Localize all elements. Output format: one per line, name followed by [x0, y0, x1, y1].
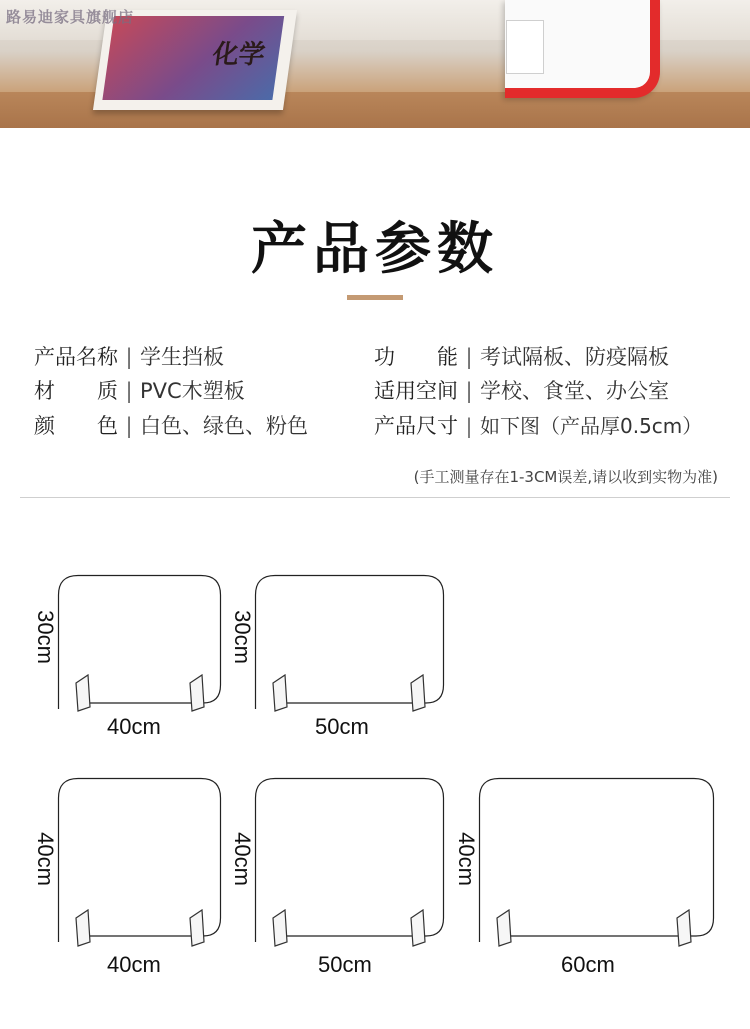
- size-1-height: 30cm: [32, 610, 58, 664]
- size-4-width: 50cm: [318, 952, 372, 977]
- size-3-height: 40cm: [32, 832, 58, 886]
- spec-value: PVC木塑板: [140, 379, 245, 403]
- section-title: 产品参数: [251, 217, 499, 282]
- book-cover: [102, 16, 284, 100]
- spec-label: 材 质: [34, 379, 118, 403]
- book-title: 化学: [210, 40, 267, 70]
- divider-outline: [58, 575, 222, 715]
- spec-label: 功 能: [374, 345, 458, 369]
- spec-separator: |: [125, 345, 133, 369]
- spec-value: 学校、食堂、办公室: [480, 379, 669, 403]
- spec-product-name: [34, 341, 224, 371]
- size-diagram-2: [255, 575, 445, 715]
- spec-label: 产品名称: [34, 345, 118, 369]
- size-4-height: 40cm: [229, 832, 255, 886]
- spec-value: 学生挡板: [140, 345, 224, 369]
- divider-outline: [58, 778, 222, 950]
- size-diagram-3: [58, 778, 222, 950]
- size-2-height: 30cm: [229, 610, 255, 664]
- size-2-width: 50cm: [315, 714, 369, 739]
- spec-separator: |: [465, 345, 473, 369]
- size-5-width: 60cm: [561, 952, 615, 977]
- title-underline: [347, 295, 403, 300]
- spec-separator: |: [465, 379, 473, 403]
- divider-outline: [479, 778, 715, 950]
- measurement-note: (手工测量存在1-3CM误差,请以收到实物为准): [413, 468, 718, 486]
- size-diagram-4: [255, 778, 445, 950]
- spec-value: 考试隔板、防疫隔板: [480, 345, 669, 369]
- spec-size: [374, 410, 702, 440]
- section-divider: [20, 497, 730, 498]
- spec-color: [34, 410, 308, 440]
- divider-outline: [255, 778, 445, 950]
- size-5-height: 40cm: [453, 832, 479, 886]
- spec-value: 如下图（产品厚0.5cm）: [480, 414, 703, 438]
- spec-function: [374, 341, 669, 371]
- spec-label: 颜 色: [34, 414, 118, 438]
- spec-separator: |: [125, 379, 133, 403]
- spec-value: 白色、绿色、粉色: [140, 414, 308, 438]
- size-1-width: 40cm: [107, 714, 161, 739]
- size-diagram-5: [479, 778, 715, 950]
- size-diagram-1: [58, 575, 222, 715]
- divider-foot: [506, 20, 544, 74]
- spec-separator: |: [125, 414, 133, 438]
- spec-space: [374, 375, 669, 405]
- divider-outline: [255, 575, 445, 715]
- spec-label: 产品尺寸: [374, 414, 458, 438]
- spec-material: [34, 375, 245, 405]
- store-watermark: 路易迪家具旗舰店: [6, 8, 135, 26]
- size-3-width: 40cm: [107, 952, 161, 977]
- spec-label: 适用空间: [374, 379, 458, 403]
- spec-separator: |: [465, 414, 473, 438]
